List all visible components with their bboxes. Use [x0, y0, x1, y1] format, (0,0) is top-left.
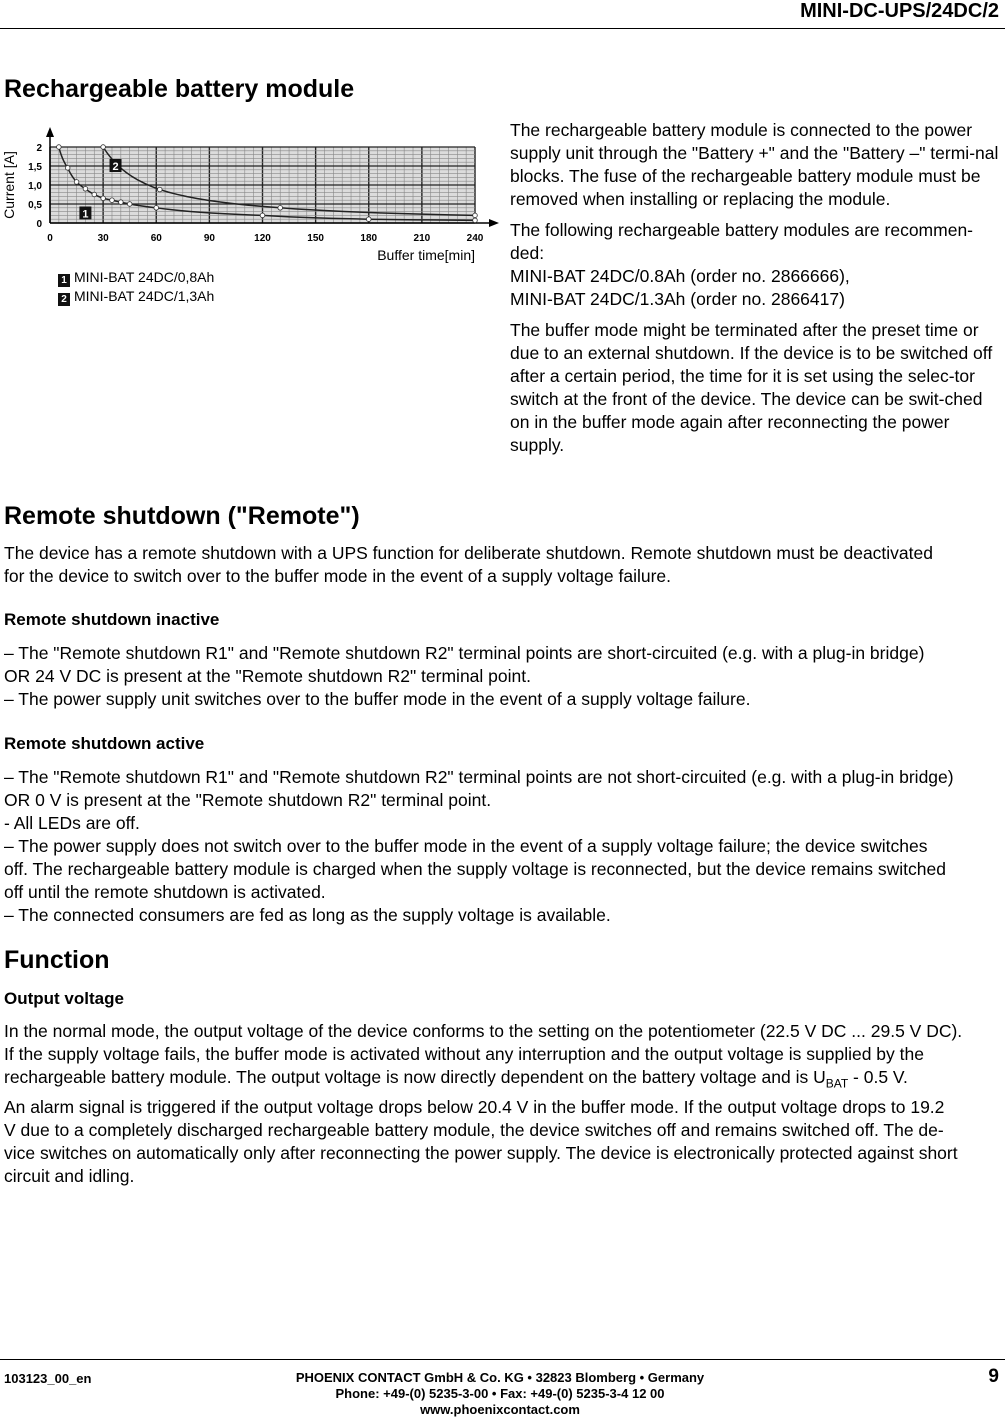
document-header-title: MINI-DC-UPS/24DC/2 — [800, 0, 999, 22]
x-tick-label: 30 — [97, 233, 109, 244]
text-line: off. The rechargeable battery module is charged when the supply voltage is reconnected, but the device remains switched — [4, 859, 946, 879]
footer-phone: Phone: +49-(0) 5235-3-00 • Fax: +49-(0) 5235-3-4 12 00 — [335, 1386, 665, 1401]
output-voltage-text — [4, 1020, 1004, 1188]
subheading-active: Remote shutdown active — [4, 734, 205, 753]
y-tick-label: 0 — [36, 219, 42, 230]
x-tick-label: 90 — [203, 233, 215, 244]
legend-item-2 — [58, 287, 214, 306]
series-marker-label: 2 — [112, 161, 119, 173]
footer-divider — [0, 1359, 1005, 1360]
footer-web: www.phoenixcontact.com — [420, 1402, 580, 1417]
x-axis-label: Buffer time[min] — [377, 247, 475, 263]
text-line: If the supply voltage fails, the buffer mode is activated without any interruption and the output voltage is supplied by the — [4, 1044, 924, 1064]
text-line: – The connected consumers are fed as long as the supply voltage is available. — [4, 905, 611, 925]
header-divider — [0, 28, 1005, 29]
text-line: off until the remote shutdown is activated. — [4, 882, 326, 902]
data-point — [74, 180, 79, 185]
footer-address — [250, 1370, 750, 1418]
text-line: OR 0 V is present at the "Remote shutdown R2" terminal point. — [4, 790, 492, 810]
x-tick-label: 180 — [360, 233, 378, 244]
paragraph: The following rechargeable battery modules are recommen-ded: — [510, 220, 974, 263]
paragraph: The rechargeable battery module is connected to the power supply unit through the "Battery +" and the "Battery –" termi-nal blocks. The fuse of the rechargeable battery module must be removed when installing or replacing the module. — [510, 120, 999, 209]
legend-label: MINI-BAT 24DC/0,8Ah — [74, 269, 215, 285]
section-title-remote-shutdown: Remote shutdown ("Remote") — [4, 502, 360, 530]
inactive-text — [4, 642, 1004, 711]
data-point — [110, 198, 115, 203]
data-point — [83, 187, 88, 192]
text-line: The device has a remote shutdown with a UPS function for deliberate shutdown. Remote shutdown must be deactivated — [4, 543, 933, 563]
text-line: An alarm signal is triggered if the output voltage drops below 20.4 V in the buffer mode. If the output voltage drops to 19.2 — [4, 1096, 945, 1117]
data-point — [278, 206, 283, 211]
text-line: – The power supply does not switch over to the buffer mode in the event of a supply voltage failure; the device switches — [4, 836, 928, 856]
data-point — [157, 187, 162, 192]
data-point — [119, 200, 124, 205]
x-tick-label: 240 — [466, 233, 484, 244]
buffer-time-chart — [0, 110, 500, 270]
data-point — [127, 202, 132, 207]
series-marker-label: 1 — [82, 208, 89, 221]
footer-company: PHOENIX CONTACT GmbH & Co. KG • 32823 Blomberg • Germany — [295, 1370, 705, 1385]
text-line: In the normal mode, the output voltage of the device conforms to the setting on the potentiometer (22.5 V DC ... 29.5 V DC). — [4, 1021, 963, 1041]
x-tick-label: 150 — [307, 233, 324, 244]
paragraph: MINI-BAT 24DC/0.8Ah (order no. 2866666), — [510, 266, 850, 286]
y-tick-label: 1,5 — [28, 162, 42, 173]
x-axis-arrow-icon — [489, 219, 499, 227]
y-tick-label: 0,5 — [28, 200, 42, 211]
subheading-inactive: Remote shutdown inactive — [4, 610, 220, 629]
x-tick-label: 120 — [254, 233, 271, 244]
data-point — [154, 206, 159, 211]
y-tick-label: 2 — [36, 143, 42, 154]
text-fragment: rechargeable battery module. The output voltage is now directly dependent on the battery voltage and is U — [4, 1067, 826, 1087]
data-point — [473, 213, 478, 218]
paragraph: MINI-BAT 24DC/1.3Ah (order no. 2866417) — [510, 289, 845, 309]
page-number: 9 — [988, 1366, 999, 1387]
x-tick-label: 210 — [413, 233, 431, 244]
text-fragment: - 0.5 V. — [848, 1067, 908, 1087]
text-line: – The power supply unit switches over to the buffer mode in the event of a supply voltage failure. — [4, 689, 751, 709]
x-tick-label: 0 — [47, 233, 53, 244]
y-axis-arrow-icon — [46, 127, 54, 137]
data-point — [366, 217, 371, 222]
legend-item-1 — [58, 268, 214, 287]
y-tick-label: 1,0 — [28, 181, 42, 192]
active-text — [4, 766, 1004, 927]
text-line: circuit and idling. — [4, 1165, 135, 1186]
data-point — [473, 218, 478, 223]
x-tick-label: 60 — [150, 233, 162, 244]
subscript-bat: BAT — [825, 1076, 849, 1091]
text-line: for the device to switch over to the buffer mode in the event of a supply voltage failure. — [4, 566, 672, 586]
marker-2-icon: 2 — [58, 293, 70, 306]
marker-1-icon: 1 — [58, 274, 70, 287]
data-point — [260, 213, 265, 218]
section-title-battery-module: Rechargeable battery module — [4, 75, 355, 103]
legend-label: MINI-BAT 24DC/1,3Ah — [74, 288, 215, 304]
data-point — [65, 166, 70, 171]
subheading-output-voltage: Output voltage — [4, 989, 124, 1008]
remote-intro — [4, 542, 1004, 588]
text-line: V due to a completely discharged rechargeable battery module, the device switches off and remains switched off. The de- — [4, 1119, 944, 1140]
battery-module-text — [510, 119, 1002, 457]
y-axis-label: Current [A] — [1, 151, 17, 219]
text-line — [4, 1066, 1004, 1096]
text-line: vice switches on automatically only after reconnecting the power supply. The device is electronically protected against short — [4, 1142, 958, 1163]
data-point — [92, 192, 97, 197]
data-point — [101, 196, 106, 201]
text-line: OR 24 V DC is present at the "Remote shutdown R2" terminal point. — [4, 666, 531, 686]
section-title-function: Function — [4, 946, 110, 974]
text-line: – The "Remote shutdown R1" and "Remote shutdown R2" terminal points are not short-circuited (e.g. with a plug-in bridge) — [4, 767, 954, 787]
text-line: - All LEDs are off. — [4, 813, 140, 833]
chart-legend — [58, 268, 214, 306]
paragraph: The buffer mode might be terminated after the preset time or due to an external shutdown. If the device is to be switched off after a certain period, the time for it is set using the selec-tor switch at the front of the device. The device can be swit-ched on in the buffer mode again after reconnecting the power supply. — [510, 320, 993, 455]
footer-doc-id: 103123_00_en — [4, 1371, 92, 1386]
text-line: – The "Remote shutdown R1" and "Remote shutdown R2" terminal points are short-circuited (e.g. with a plug-in bridge) — [4, 643, 925, 663]
data-point — [57, 145, 62, 150]
data-point — [101, 145, 106, 150]
